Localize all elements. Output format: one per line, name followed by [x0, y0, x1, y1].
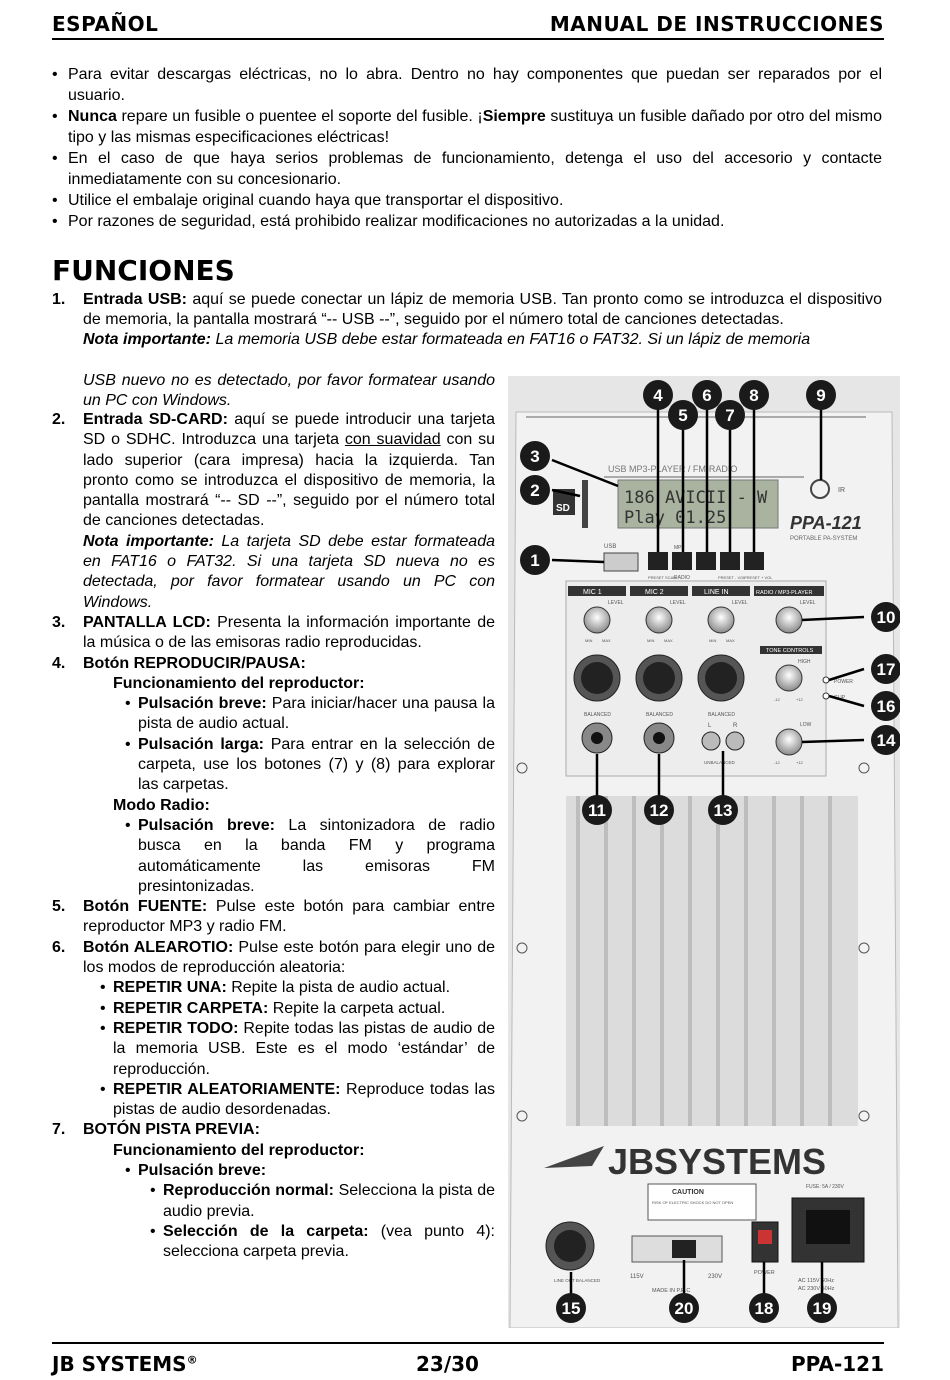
header-language: ESPAÑOL	[52, 12, 159, 36]
lcd-line-1: 186 AVICII - W	[624, 488, 768, 508]
text: Selecciona la pista de audio previa.	[163, 1182, 495, 1220]
ac-230-label: AC 230V 50Hz	[798, 1286, 835, 1292]
clip-led-label: CLIP	[834, 695, 846, 701]
footer-brand	[52, 1352, 198, 1376]
list-item	[52, 694, 495, 735]
list-item: • Para evitar descargas eléctricas, no lo abra. Dentro no hay componentes que puedan ser reparados por el usuario.	[52, 64, 882, 106]
tone-max-label: +12	[796, 697, 803, 702]
callout-number: 5	[678, 406, 688, 425]
list-item	[52, 106, 882, 148]
model-logo: PPA-121	[790, 513, 862, 533]
mic1-label: MIC 1	[583, 589, 602, 596]
callout-number: 6	[702, 386, 712, 405]
fin	[604, 796, 608, 1126]
bold-text: REPETIR ALEATORIAMENTE:	[113, 1080, 341, 1098]
item-label: Botón ALEAROTIO:	[83, 938, 234, 956]
subheading	[52, 1141, 495, 1161]
balanced-label: BALANCED	[708, 712, 735, 718]
item-number: 5.	[52, 898, 66, 916]
power-switch-label: POWER	[754, 1270, 775, 1276]
list-item: • Por razones de seguridad, está prohibido realizar modificaciones no autorizadas a la unidad.	[52, 211, 882, 232]
item-text: Presenta la información importante de la música o de las emisoras radio reproducidas.	[83, 613, 495, 652]
section-title: FUNCIONES	[52, 254, 235, 287]
callout-number: 9	[816, 386, 826, 405]
callout-number: 11	[588, 801, 606, 820]
item-label: PANTALLA LCD:	[83, 613, 211, 631]
item-1-note	[52, 330, 882, 350]
item-number: 1.	[52, 291, 66, 308]
callout-number: 15	[561, 1299, 581, 1318]
callout-number: 18	[754, 1299, 774, 1318]
tone-min-label: -12	[774, 697, 780, 702]
subheading-text: Funcionamiento del reproductor:	[113, 674, 365, 692]
caution-text: CAUTION	[672, 1189, 704, 1196]
text: La sintonizadora de radio busca en la banda FM y programa automáticamente las emisoras FM presintonizadas.	[138, 816, 496, 895]
lcd-line-2: Play 01.25	[624, 508, 727, 528]
callout-number: 14	[876, 731, 896, 750]
max-label: MAX	[664, 638, 673, 643]
note-text: USB nuevo no es detectado, por favor formatear usando un PC con Windows.	[83, 372, 495, 409]
fin	[632, 796, 636, 1126]
list-item: • En el caso de que haya serios problemas de funcionamiento, detenga el uso del accesorio y contacte inmediatamente con su concesionario.	[52, 148, 882, 190]
callout-number: 13	[713, 801, 733, 820]
item-label: BOTÓN PISTA PREVIA:	[83, 1121, 260, 1139]
page-footer	[52, 1342, 884, 1380]
text: repare un fusible o puentee el soporte del fusible. ¡	[116, 108, 483, 125]
fin	[576, 796, 580, 1126]
unbalanced-label: UNBALANCED	[704, 760, 735, 765]
min-label: MIN	[585, 638, 593, 643]
list-item	[52, 735, 495, 796]
usb-label: USB	[604, 544, 617, 550]
preset-scan-label: PRESET SCAN	[648, 575, 677, 580]
functions-column	[52, 410, 495, 1262]
bold-text: Pulsación breve:	[138, 816, 276, 834]
previous-button	[720, 552, 740, 570]
subheading-text: Modo Radio:	[113, 796, 210, 814]
fin	[828, 796, 832, 1126]
item-2-note	[52, 532, 495, 613]
fin	[716, 796, 720, 1126]
tone-controls-label: TONE CONTROLS	[766, 648, 814, 654]
fuse-label: FUSE: 5A / 230V	[806, 1184, 844, 1190]
level-label: LEVEL	[608, 600, 624, 606]
voltage-switch	[672, 1240, 696, 1258]
list-item	[52, 1161, 495, 1181]
list-item	[52, 816, 495, 897]
radio-mp3-label: RADIO / MP3-PLAYER	[756, 590, 813, 596]
fin	[772, 796, 776, 1126]
fin	[744, 796, 748, 1126]
min-label: MIN	[647, 638, 655, 643]
page-header	[52, 8, 884, 40]
clip-led	[823, 693, 829, 699]
text: (vea punto 4): selecciona carpeta previa.	[163, 1222, 495, 1261]
underlined-text: con suavidad	[344, 431, 441, 449]
low-knob	[776, 729, 802, 755]
item-4	[52, 654, 495, 674]
model-subtitle: PORTABLE PA-SYSTEM	[790, 536, 858, 542]
rca-right-input	[726, 732, 744, 750]
bold-text: Nunca	[68, 108, 117, 125]
list-item	[52, 1181, 495, 1222]
item-text: aquí se puede introducir una tarjeta SD o SDHC. Introduzca una tarjeta	[83, 411, 495, 449]
title-rule	[604, 476, 804, 478]
mp3-label: MP3	[674, 545, 685, 551]
preset-vol-minus-label: PRESET - VOL	[718, 575, 746, 580]
callout-number: 12	[649, 801, 669, 820]
xlr-core	[643, 662, 675, 694]
power-led	[823, 677, 829, 683]
item-number: 3.	[52, 613, 66, 631]
power-switch-rocker	[758, 1230, 772, 1244]
jack-core	[653, 732, 665, 744]
text: Repite la carpeta actual.	[268, 999, 446, 1017]
level-label: LEVEL	[670, 600, 686, 606]
line-in-label: LINE IN	[704, 589, 729, 596]
item-1-note-continued	[83, 371, 495, 411]
max-label: MAX	[726, 638, 735, 643]
safety-bullets	[52, 64, 882, 232]
callout-number: 10	[876, 608, 896, 627]
line-out-label: LINE OUT BALANCED	[554, 1278, 601, 1283]
xlr-core	[705, 662, 737, 694]
max-label: MAX	[602, 638, 611, 643]
list-item	[52, 1019, 495, 1080]
bold-text: Pulsación larga:	[138, 735, 264, 753]
radio-label: RADIO	[674, 575, 690, 581]
item-5	[52, 897, 495, 938]
page-number: 23/30	[416, 1352, 479, 1376]
rca-left-input	[702, 732, 720, 750]
usb-port	[604, 553, 638, 571]
note-text: La tarjeta SD debe estar formateada en FAT16 o FAT32. Si una tarjeta SD nueva no es detectada, por favor formatear usando un PC con Windows.	[83, 532, 496, 611]
made-in-label: MADE IN P.R.C	[652, 1288, 691, 1294]
text: Repite la pista de audio actual.	[226, 979, 451, 997]
bold-text: REPETIR UNA:	[113, 979, 227, 997]
subheading	[52, 796, 495, 816]
item-text: Pulse este botón para cambiar entre reproductor MP3 y radio FM.	[83, 898, 495, 936]
preset-vol-plus-label: PRESET + VOL	[744, 575, 773, 580]
item-label: Entrada SD-CARD:	[83, 411, 228, 428]
callout-number: 19	[812, 1299, 832, 1318]
fin	[660, 796, 664, 1126]
bold-text: Reproducción normal:	[163, 1182, 334, 1200]
note-text: La memoria USB debe estar formateada en FAT16 o FAT32. Si un lápiz de memoria	[211, 331, 811, 348]
v230-label: 230V	[708, 1274, 723, 1280]
level-label: LEVEL	[732, 600, 748, 606]
caution-subtext: RISK OF ELECTRIC SHOCK DO NOT OPEN	[652, 1200, 734, 1205]
note-label: Nota importante:	[83, 532, 214, 550]
item-text: con su lado superior (cara impresa) hacia la izquierda. Tan pronto como se introduzca el dispositivo de memoria, la pantalla mostrará “-- SD --”, seguido por el número total de canciones detectadas.	[83, 431, 495, 530]
callout-number: 8	[749, 386, 759, 405]
r-label: R	[733, 723, 738, 729]
iec-socket	[806, 1210, 850, 1244]
item-text: Pulse este botón para elegir uno de los modos de reproducción aleatoria:	[83, 938, 495, 977]
callout-number: 16	[876, 697, 896, 716]
mic1-level-knob	[584, 607, 610, 633]
item-number: 4.	[52, 654, 66, 672]
footer-brand-text: JB SYSTEMS	[52, 1352, 187, 1376]
item-label: Botón FUENTE:	[83, 898, 208, 916]
tone-max-label: +12	[796, 760, 803, 765]
mic2-label: MIC 2	[645, 589, 664, 596]
callout-number: 20	[674, 1299, 694, 1318]
heatsink	[566, 796, 858, 1126]
balanced-label: BALANCED	[646, 712, 673, 718]
bold-text: Pulsación breve:	[138, 1161, 267, 1179]
text: Repite todas las pistas de audio de la memoria USB. Este es el modo ‘estándar’ de reproducción.	[113, 1019, 496, 1078]
text: Para entrar en la selección de carpeta, use los botones (7) y (8) para explorar las carpetas.	[138, 735, 496, 794]
item-number: 6.	[52, 938, 66, 956]
list-item	[52, 999, 495, 1019]
next-button	[744, 552, 764, 570]
item-label: Botón REPRODUCIR/PAUSA:	[83, 654, 306, 672]
xlr-core	[554, 1230, 586, 1262]
power-led-label: POWER	[834, 679, 853, 685]
text: Para iniciar/hacer una pausa la pista de audio actual.	[138, 695, 495, 733]
list-item: • Utilice el embalaje original cuando haya que transportar el dispositivo.	[52, 190, 882, 211]
item-6	[52, 938, 495, 979]
bold-text: Selección de la carpeta:	[163, 1222, 369, 1240]
item-number: 7.	[52, 1121, 66, 1139]
list-item	[52, 1222, 495, 1263]
line-level-knob	[708, 607, 734, 633]
source-button	[672, 552, 692, 570]
list-item	[52, 978, 495, 998]
sd-logo: SD	[556, 503, 570, 514]
bold-text: Pulsación breve:	[138, 695, 267, 713]
callout-number: 4	[653, 386, 663, 405]
min-label: MIN	[709, 638, 717, 643]
note-label: Nota importante:	[83, 331, 211, 348]
balanced-label: BALANCED	[584, 712, 611, 718]
bold-text: Siempre	[482, 108, 546, 125]
callout-number: 2	[530, 481, 540, 500]
bold-text: REPETIR TODO:	[113, 1019, 239, 1037]
registered-mark: ®	[186, 1353, 198, 1367]
text: sustituya un fusible dañado por otro del mismo tipo y las mismas especificaciones eléctricas!	[68, 108, 882, 146]
item-label: Entrada USB:	[83, 291, 188, 308]
low-label: LOW	[800, 722, 812, 728]
play-pause-button	[648, 552, 668, 570]
subheading	[52, 674, 495, 694]
fin	[800, 796, 804, 1126]
brand-logo: JBSYSTEMS	[608, 1141, 827, 1182]
v115-label: 115V	[630, 1274, 644, 1280]
jack-core	[591, 732, 603, 744]
bold-text: REPETIR CARPETA:	[113, 999, 269, 1017]
level-label: LEVEL	[800, 600, 816, 606]
item-1-text	[52, 290, 882, 330]
repeat-button	[696, 552, 716, 570]
item-2	[52, 410, 495, 532]
callout-number: 3	[530, 447, 540, 466]
ir-label: IR	[838, 487, 845, 494]
sd-card-slot	[582, 480, 588, 528]
subheading-text: Funcionamiento del reproductor:	[113, 1141, 365, 1159]
mic2-level-knob	[646, 607, 672, 633]
footer-model: PPA-121	[790, 1352, 884, 1376]
rear-panel-photo	[508, 376, 900, 1328]
module-title: USB MP3-PLAYER / FM-RADIO	[608, 464, 738, 474]
header-manual-title: MANUAL DE INSTRUCCIONES	[549, 12, 884, 36]
callout-number: 17	[876, 660, 896, 679]
callout-number: 1	[530, 551, 540, 570]
item-number: 2.	[52, 411, 66, 428]
list-item	[52, 1080, 495, 1121]
item-text: aquí se puede conectar un lápiz de memoria USB. Tan pronto como se introduzca el dispositivo de memoria, la pantalla mostrará “-- USB --”, seguido por el número total de canciones detectadas.	[83, 291, 883, 328]
ac-115-label: AC 115V 60Hz	[798, 1278, 834, 1284]
callout-number: 7	[725, 406, 735, 425]
xlr-core	[581, 662, 613, 694]
text: Reproduce todas las pistas de audio desordenadas.	[113, 1080, 496, 1119]
tone-min-label: -12	[774, 760, 780, 765]
item-3	[52, 613, 495, 654]
fin	[688, 796, 692, 1126]
item-1	[52, 290, 882, 350]
item-7	[52, 1120, 495, 1140]
heatsink-fins	[566, 796, 858, 1126]
l-label: L	[708, 723, 712, 729]
high-label: HIGH	[798, 659, 811, 665]
radio-level-knob	[776, 607, 802, 633]
high-knob	[776, 665, 802, 691]
